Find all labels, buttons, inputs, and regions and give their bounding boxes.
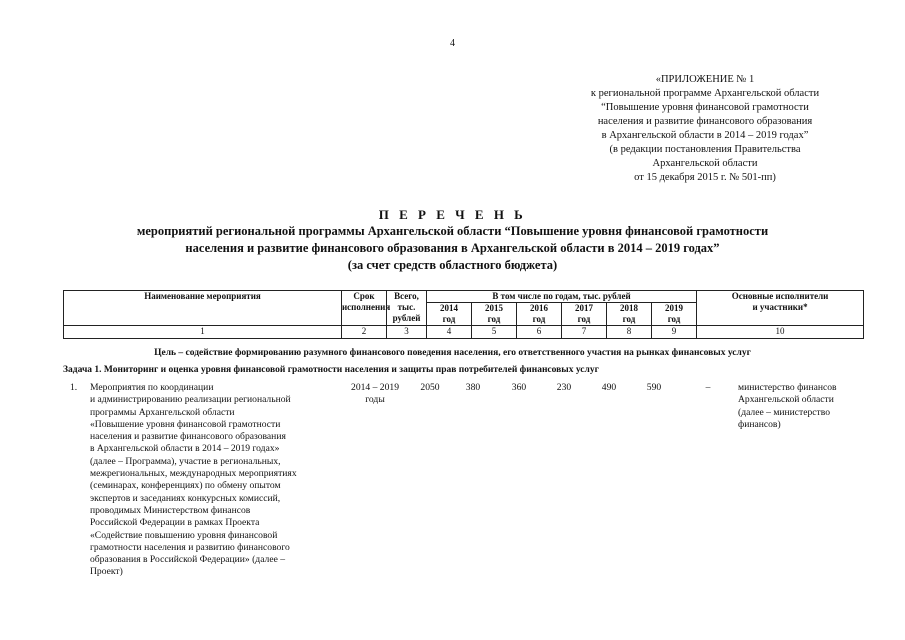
name-line: (далее – Программа), участие в региональных, bbox=[90, 455, 281, 467]
year-suffix: год bbox=[577, 314, 591, 324]
program-goal: Цель – содействие формированию разумного финансового поведения населения, его ответственного участия на рынках финансовых услуг bbox=[154, 348, 751, 358]
year-suffix: год bbox=[487, 314, 501, 324]
term-line: 2014 – 2019 bbox=[351, 382, 399, 393]
appendix-header bbox=[555, 73, 855, 185]
column-number: 10 bbox=[697, 326, 864, 339]
name-line: проводимых Министерством финансов bbox=[90, 504, 251, 516]
row-year-2017: 490 bbox=[601, 382, 617, 393]
name-line: «Повышение уровня финансовой грамотности bbox=[90, 418, 281, 430]
header-year bbox=[562, 303, 607, 326]
appendix-line: (в редакции постановления Правительства bbox=[609, 144, 801, 155]
column-number: 6 bbox=[517, 326, 562, 339]
year-value: 2017 bbox=[575, 303, 593, 313]
name-line: (семинарах, конференциях) по обмену опытом bbox=[90, 480, 281, 492]
name-line: межрегиональных, международных мероприятиях bbox=[90, 468, 297, 480]
name-line: в Архангельской области в 2014 – 2019 годах» bbox=[90, 443, 280, 455]
column-number: 3 bbox=[387, 326, 427, 339]
row-measure-name bbox=[90, 382, 340, 579]
header-total-line: Всего, bbox=[394, 291, 419, 301]
name-line: Мероприятия по координации bbox=[90, 382, 214, 393]
column-number: 1 bbox=[64, 326, 342, 339]
header-by-years: В том числе по годам, тыс. рублей bbox=[427, 291, 697, 303]
row-year-2014: 380 bbox=[465, 382, 481, 393]
term-line: годы bbox=[365, 394, 385, 406]
executor-line: Архангельской области bbox=[738, 394, 834, 406]
page-number: 4 bbox=[450, 38, 455, 49]
name-line: «Содействие повышению уровня финансовой bbox=[90, 529, 278, 541]
header-executors-line: и участники* bbox=[752, 302, 808, 312]
appendix-line: к региональной программе Архангельской области bbox=[590, 88, 820, 99]
name-line: экспертов и заседаниях конкурсных комиссий, bbox=[90, 492, 281, 504]
appendix-line: “Повышение уровня финансовой грамотности bbox=[601, 102, 809, 113]
header-year bbox=[472, 303, 517, 326]
header-name: Наименование мероприятия bbox=[64, 291, 342, 326]
row-year-2018: 590 bbox=[646, 382, 662, 393]
name-line: программы Архангельской области bbox=[90, 406, 235, 418]
row-year-2019: – bbox=[705, 382, 711, 393]
row-executors bbox=[738, 382, 868, 431]
year-value: 2016 bbox=[530, 303, 548, 313]
year-suffix: год bbox=[667, 314, 681, 324]
measures-table-header bbox=[63, 290, 864, 339]
title-line: населения и развитие финансового образования в Архангельской области в 2014 – 2019 годах” bbox=[185, 241, 720, 255]
row-number: 1. bbox=[70, 382, 78, 393]
column-number: 2 bbox=[342, 326, 387, 339]
year-value: 2018 bbox=[620, 303, 638, 313]
title-main: П Е Р Е Ч Е Н Ь bbox=[378, 207, 527, 222]
year-value: 2014 bbox=[440, 303, 458, 313]
header-term bbox=[342, 291, 391, 326]
header-executors bbox=[697, 291, 864, 326]
year-suffix: год bbox=[622, 314, 636, 324]
appendix-line: в Архангельской области в 2014 – 2019 годах” bbox=[601, 130, 809, 141]
task-heading: Задача 1. Мониторинг и оценка уровня финансовой грамотности населения и защиты прав потребителей финансовых услуг bbox=[63, 365, 599, 375]
header-executors-line: Основные исполнители bbox=[731, 291, 829, 301]
name-line: населения и развитие финансового образования bbox=[90, 431, 286, 443]
header-total bbox=[387, 291, 427, 326]
column-number: 9 bbox=[652, 326, 697, 339]
title-line: мероприятий региональной программы Архангельской области “Повышение уровня финансовой грамотности bbox=[136, 224, 769, 238]
year-suffix: год bbox=[532, 314, 546, 324]
year-value: 2019 bbox=[665, 303, 684, 313]
document-title bbox=[40, 206, 865, 274]
executor-line: (далее – министерство bbox=[738, 406, 831, 418]
appendix-line: населения и развитие финансового образования bbox=[597, 116, 813, 127]
column-number: 8 bbox=[607, 326, 652, 339]
executor-line: министерство финансов bbox=[738, 382, 837, 393]
header-term-line: Срок bbox=[353, 291, 375, 301]
appendix-line: «ПРИЛОЖЕНИЕ № 1 bbox=[655, 74, 755, 85]
name-line: Российской Федерации в рамках Проекта bbox=[90, 517, 260, 529]
header-total-line: тыс. bbox=[397, 302, 416, 312]
header-year bbox=[517, 303, 562, 326]
header-term-line: исполнения bbox=[342, 302, 391, 312]
column-number: 5 bbox=[472, 326, 517, 339]
row-year-2016: 230 bbox=[556, 382, 572, 393]
column-number: 7 bbox=[562, 326, 607, 339]
header-year bbox=[607, 303, 652, 326]
header-total-line: рублей bbox=[392, 313, 421, 323]
column-number: 4 bbox=[427, 326, 472, 339]
title-line: (за счет средств областного бюджета) bbox=[347, 258, 558, 272]
header-year bbox=[427, 303, 472, 326]
appendix-line: Архангельской области bbox=[652, 158, 758, 169]
name-line: образования в Российской Федерации» (далее – bbox=[90, 554, 286, 566]
year-value: 2015 bbox=[485, 303, 503, 313]
executor-line: финансов) bbox=[738, 418, 781, 430]
header-year bbox=[652, 303, 697, 326]
name-line: и администрированию реализации региональной bbox=[90, 394, 291, 406]
name-line: грамотности населения и развитию финансового bbox=[90, 541, 290, 553]
year-suffix: год bbox=[442, 314, 456, 324]
name-line: Проект) bbox=[90, 566, 123, 578]
row-term bbox=[345, 382, 405, 407]
row-year-2015: 360 bbox=[511, 382, 527, 393]
row-total: 2050 bbox=[420, 382, 440, 393]
appendix-line: от 15 декабря 2015 г. № 501-пп) bbox=[634, 172, 776, 183]
